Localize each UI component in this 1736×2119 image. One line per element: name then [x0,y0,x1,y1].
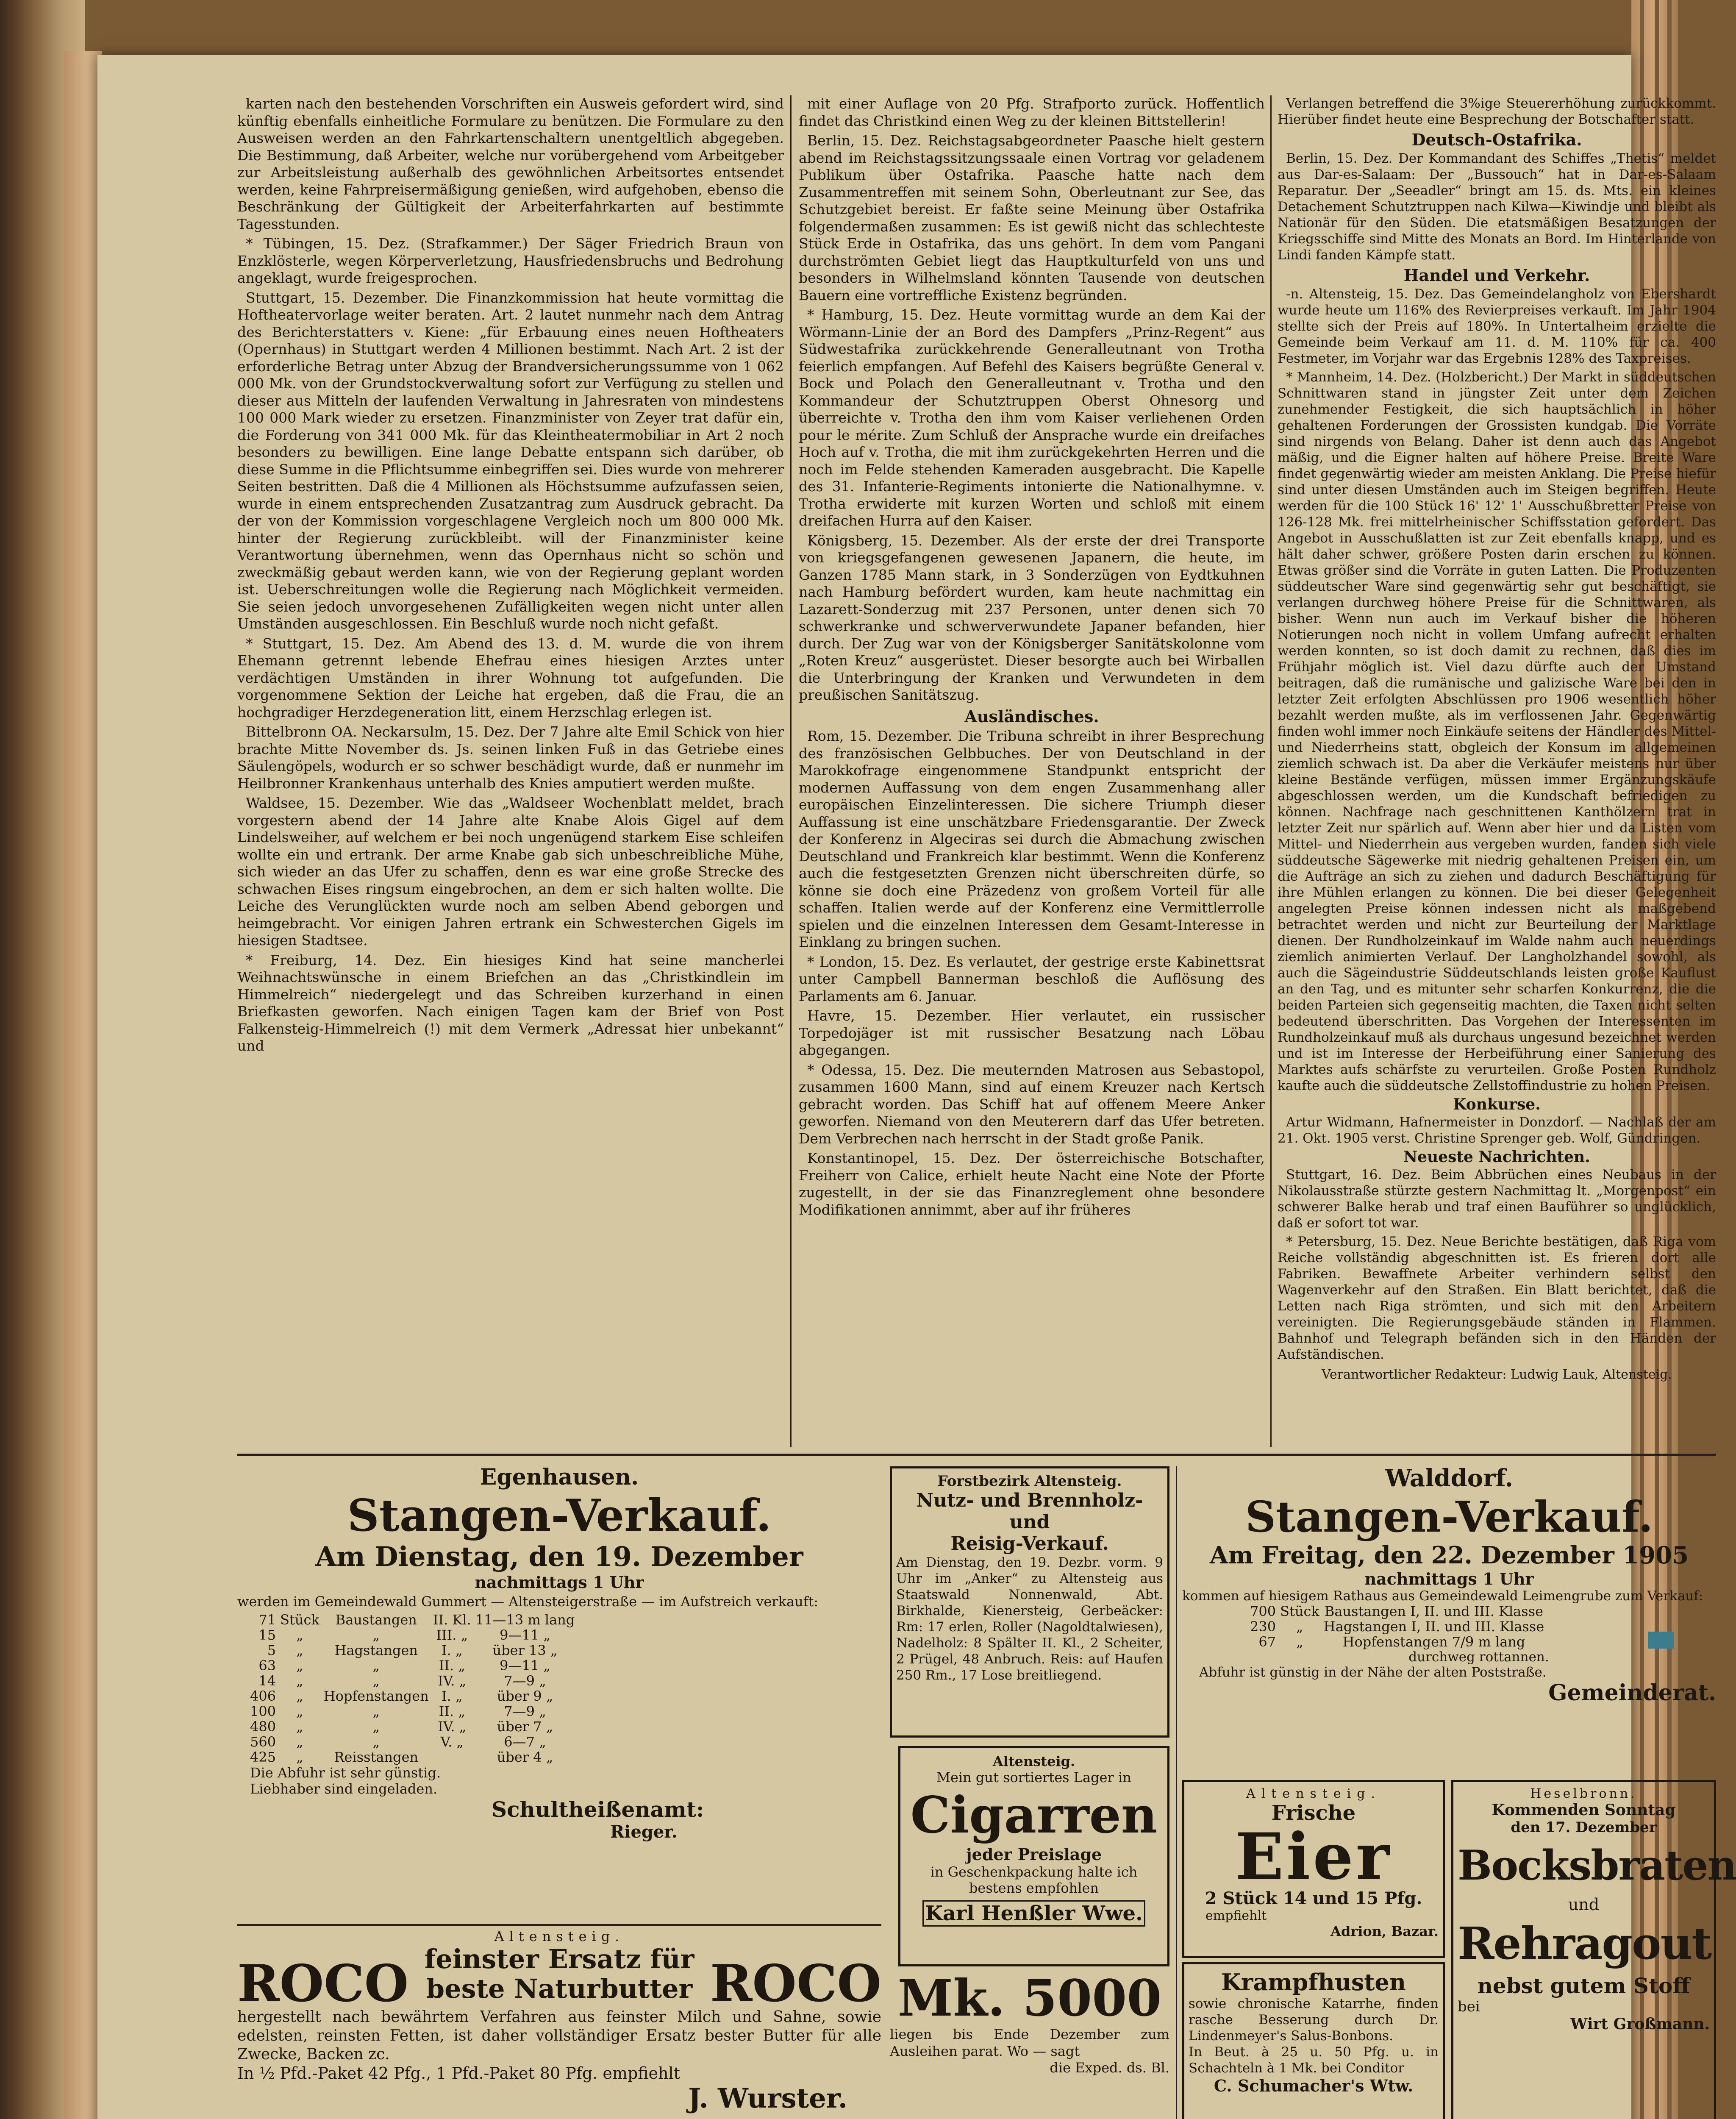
table-cell: „ [372,1657,380,1674]
walddorf-table [1250,1604,1548,1649]
walddorf-place: Walddorf. [1385,1464,1514,1492]
news-article: Havre, 15. Dezember. Hier verlautet, ein russischer Torpedojäger ist mit russischer Besatzung nach Löbau abgegangen. [799,1007,1265,1058]
table-cell: über 7 „ [497,1719,553,1735]
table-cell: „ [372,1703,380,1719]
table-row [1250,1634,1548,1649]
bocksbraten-line-1: Kommenden Sonntag [1492,1801,1676,1819]
news-article: Stuttgart, 15. Dezember. Die Finanzkommission hat heute vormittag die Hoftheatervorlage weiter beraten. Art. 2 lautet nunmehr nach dem Antrag des Berichterstatters v. Kiene: „für Erbauung eines neuen Hoftheaters (Opernhaus) in Stuttgart werden 4 Millionen bestimmt. Nach Art. 2 ist der erforderliche Betrag unter Abzug der Brandversicherungssumme von 1 062 000 Mk. von der Grundstockverwaltung sofort zur Verfügung zu stellen und dieser aus Mitteln der laufenden Verwaltung in Jahresraten von mindestens 100 000 Mark wieder zu ersetzen. Finanzminister von Zeyer trat dafür ein, die Forderung von 341 000 Mk. für das Kleintheatermobiliar in Art 2 noch besonders zu bewilligen. Eine lange Debatte entspann sich darüber, ob diese Summe in die Pflichtsumme einbegriffen sei. Dies wurde von mehrerer Seiten bestritten. Daß die 4 Millionen als Höchstsumme aufzufassen seien, wurde in einem entsprechenden Zusatzantrag zum Ausdruck gebracht. Da der von der Kommission vorgeschlagene Vergleich noch um 800 000 Mk. hinter der Regierung zurückbleibt. will der Finanzminister keine Verantwortung übernehmen, wenn das Opernhaus nicht so schön und zweckmäßig gebaut werden kann, wie von der Regierung geplant worden ist. Ueberschreitungen wolle die Regierung nach Möglichkeit vermeiden. Sie seien jedoch unvorgesehenen Zufälligkeiten wegen nicht unter allen Umständen ausgeschlossen. Ein Beschluß wurde noch nicht gefaßt. [237,289,784,632]
table-cell: „ [296,1688,303,1704]
table-cell: II. Kl. [433,1612,471,1628]
table-cell: 63 [258,1657,276,1674]
walddorf-ad [1182,1464,1716,1706]
editor-credit: Verantwortlicher Redakteur: Ludwig Lauk, Altensteig. [1322,1367,1672,1382]
table-cell: I. „ [442,1688,463,1704]
news-article: Konstantinopel, 15. Dez. Der österreichische Botschafter, Freiherr von Calice, erhielt heute Nacht eine Note der Pforte zugestellt, in der sie das Finanzreglement ohne besondere Modifikationen annimmt, aber auf ihr früheres [799,1150,1265,1218]
table-cell: „ [372,1673,380,1689]
section-subheading: Neueste Nachrichten. [1403,1148,1590,1166]
ads-divider [237,1454,1716,1456]
forst-ad [890,1466,1169,1738]
walddorf-title: Stangen-Verkauf. [1245,1492,1653,1542]
forst-title-2: Reisig-Verkauf. [950,1533,1109,1554]
news-article: Waldsee, 15. Dezember. Wie das „Waldseer Wochenblatt meldet, brach vorgestern abend der 14 Jahre alte Knabe Alois Gigel auf dem Lindelsweiher, auf welchem er bei noch ungenügend starkem Eise schleifen wollte ein und ertrank. Der arme Knabe gab sich unbeschreibliche Mühe, sich wieder an das Ufer zu schaffen, denn es war eine große Strecke des schwachen Eises ringsum eingebrochen, an dem er sich halten wollte. Die Leiche des Verunglückten wurde noch am selben Abend geborgen und heimgebracht. Vor einigen Jahren ertrank ein Schwesterchen Gigels im hiesigen Stadtsee. [237,795,784,948]
table-cell: IV. „ [438,1673,467,1689]
forst-body: Am Dienstag, den 19. Dezbr. vorm. 9 Uhr im „Anker“ zu Altensteig aus Staatswald Nonnenwald, Abt. Birkhalde, Kienersteig, Gerbeäcker: Rm: 17 erlen, Roller (Nagoldtalwiesen), Nadelholz: 8 Spälter II. Kl., 2 Scheiter, 2 Prügel, 48 Anbruch. Reis: auf Haufen 250 Rm., 17 Lose breitliegend. [896,1555,1163,1683]
mk5000-contact: die Exped. ds. Bl. [1050,2060,1169,2076]
page-stack-left [64,51,102,2119]
egenhausen-footer1: Die Abfuhr ist sehr günstig. [250,1765,441,1781]
table-cell: über 13 „ [492,1642,558,1658]
table-cell: 425 [250,1749,276,1765]
table-cell: „ [372,1734,380,1750]
table-cell: Hopfenstangen [323,1688,429,1704]
walddorf-footer: Abfuhr ist günstig in der Nähe der alten Poststraße. [1199,1665,1547,1680]
cigarren-line-3: in Geschenkpackung halte ich bestens empfohlen [930,1864,1138,1896]
table-cell: IV. „ [438,1719,467,1735]
cigarren-place: Altensteig. [992,1753,1075,1769]
mk5000-amount: Mk. 5000 [897,1969,1162,2027]
table-cell: „ [372,1719,380,1735]
bocksbraten-bei: bei [1458,1998,1480,2015]
table-row [250,1749,579,1765]
section-heading: Ausländisches. [964,706,1099,726]
husten-title: Krampfhusten [1221,1969,1406,1996]
table-cell: I. „ [442,1642,463,1658]
newspaper-page [97,55,1736,2119]
column-divider [790,95,792,1447]
table-cell: 11—13 m lang [475,1612,575,1628]
table-cell: Reisstangen [334,1749,419,1765]
husten-seller: C. Schumacher's Wtw. [1214,2076,1414,2095]
table-row [250,1688,579,1704]
egenhausen-title: Stangen-Verkauf. [347,1489,772,1541]
roco-body: hergestellt nach bewährtem Verfahren aus feinster Milch und Sahne, sowie edelsten, reinsten Fetten, ist daher vollständiger Ersatz bester Butter für alle Zwecke, Backen zc. [237,2008,881,2063]
section-heading: Deutsch-Ostafrika. [1411,130,1582,149]
table-cell [433,1749,475,1765]
ad-column-divider [1176,1466,1177,2119]
table-row [250,1643,579,1658]
cigarren-line-1: Mein gut sortiertes Lager in [936,1769,1131,1785]
table-cell: 67 [1258,1634,1276,1650]
egenhausen-intro: werden im Gemeindewald Gummert — Altensteigerstraße — im Aufstreich verkauft: [237,1593,819,1610]
table-cell: 71 [258,1612,276,1628]
walddorf-time: nachmittags 1 Uhr [1364,1569,1534,1588]
eier-verb: empfiehlt [1205,1908,1267,1923]
eier-adjective: Frische [1271,1801,1356,1825]
cigarren-seller: Karl Henßler Wwe. [922,1900,1145,1927]
table-cell: „ [296,1703,303,1719]
mk5000-ad [890,1971,1169,2076]
roco-seller: J. Wurster. [688,2083,847,2114]
news-article: Artur Widmann, Hafnermeister in Donzdorf. — Nachlaß der am 21. Okt. 1905 verst. Christine Sprenger geb. Wolf, Gündringen. [1278,1115,1716,1146]
news-article: Rom, 15. Dezember. Die Tribuna schreibt in ihrer Besprechung des französischen Gelbbuches. Der von Deutschland in der Marokkofrage eingenommene Standpunkt entspricht der modernen Auffassung von dem engen Zusammenhang aller europäischen Einzelinteressen. Die sichere Triumph dieser Auffassung ist eine unschätzbare Friedensgarantie. Der Zweck der Konferenz in Algeciras sei durch die Abmachung zwischen Deutschland und Frankreich klar bestimmt. Wenn die Konferenz auch die festgesetzten Grenzen nicht überschreiten dürfe, so könne sie doch eine Präzedenz von großem Vorteil für alle schaffen. Italien werde auf der Konferenz eine Vermittlerrolle spielen und die einzelnen Interessen dem Gesamt-Interesse in Einklang zu bringen suchen. [799,728,1265,950]
table-cell: über 9 „ [497,1688,553,1704]
walddorf-intro: kommen auf hiesigem Rathaus aus Gemeindewald Leimengrube zum Verkauf: [1182,1588,1703,1604]
egenhausen-place: Egenhausen. [480,1464,639,1490]
table-cell: II. „ [439,1657,465,1674]
cigarren-line-2: jeder Preislage [966,1845,1102,1864]
news-article: -n. Altensteig, 15. Dez. Das Gemeindelangholz von Ebershardt wurde heute um 116% des Revierpreises verkauft. Im Jahr 1904 stellte sich der Preis auf 180%. In Untertalheim erzielte die Gemeinde beim Verkauf am 11. d. M. 110% für ca. 400 Festmeter, im Vorjahr war das Ergebnis 128% des Taxpreises. [1278,286,1716,366]
table-cell: 700 [1250,1603,1276,1619]
news-article: Stuttgart, 16. Dez. Beim Abbrüchen eines Neubaus in der Nikolausstraße stürzte gestern Nachmittag lt. „Morgenpost“ ein schwerer Balke herab und traf einen Bauführer so unglücklich, daß er sofort tot war. [1278,1167,1716,1231]
column-1 [237,95,784,1447]
cigarren-product: Cigarren [910,1785,1158,1844]
section-subheading: Konkurse. [1453,1096,1541,1113]
table-cell: 14 [258,1673,276,1689]
bocksbraten-line-2: nebst gutem Stoff [1477,1973,1690,1998]
walddorf-date: Am Freitag, den 22. Dezember 1905 [1209,1541,1689,1569]
table-cell: Baustangen [335,1612,417,1628]
eier-place: Altensteig. [1246,1786,1381,1801]
table-cell: 6—7 „ [504,1734,546,1750]
table-cell: 560 [250,1734,276,1750]
table-row [1250,1604,1548,1619]
table-cell: „ [296,1734,303,1750]
news-article: * Mannheim, 14. Dez. (Holzbericht.) Der Markt in süddeutschen Schnittwaren stand in jüngster Zeit unter dem Zeichen zunehmender Festigkeit, die sich hauptsächlich in höher gehaltenen Forderungen der Grossisten kundgab. Die Vorräte sind nirgends von Belang. Daher ist denn auch das Angebot mäßig, und die Eigner halten auf höhere Preise. Breite Ware findet gegenwärtig wieder am meisten Anklang. Die Preise hiefür sind unter diesen Umständen auch im Steigen begriffen. Heute werden für die 100 Stück 16' 12' 1' Ausschußbretter Preise von 126-128 Mk. frei mittelrheinischer Schiffsstation gefordert. Das Angebot in Ausschußlatten ist zur Zeit ebenfalls knapp, und es hält daher schwer, größere Posten darin erschen zu können. Etwas größer sind die Vorräte in guten Latten. Die Produzenten süddeutscher Ware sind gegenwärtig sehr gut beschäftigt, sie verlangen durchweg höhere Preise für die Schnittwaren, als bisher. Wenn nun auch im Verkauf bisher die höheren Notierungen noch nicht in vollem Umfang aufrecht erhalten werden konnten, so ist doch damit zu rechnen, daß dies im Frühjahr möglich ist. Viel dazu dürfte auch der Umstand beitragen, daß die rumänische und galizische Ware bei den in letzter Zeit erfolgten Abschlüssen pro 1906 wesentlich höher bezahlt werden mußte, als im verflossenen Jahr. Gegenwärtig finden wohl immer noch Einkäufe seitens der Händler des Mittel- und Niederrheins statt, obgleich der Konsum im allgemeinen ziemlich schwach ist. Da aber die Verkäufer meistens nur über kleine Bestände verfügen, müssen immer Ergänzungskäufe abgeschlossen werden, um die Kundschaft befriedigen zu können. Nachfrage nach geschnittenen Kanthölzern trat in letzter Zeit nur spärlich auf. Wenn aber hier und da Listen vom Mittel- und Niederrhein aus vergeben wurden, fanden sich viele süddeutsche Sägewerke mit niedrig gehaltenen Preisen ein, um die Aufträge an sich zu ziehen und dadurch Beschäftigung für ihre Mühlen erlangen zu können. Die bei dieser Gelegenheit angelegten Preise können indessen nicht als maßgebend betrachtet werden und nicht zur Beurteilung der Marktlage dienen. Der Rundholzeinkauf im Walde nahm auch neuerdings ziemlich animierten Verlauf. Der Langholzhandel sowohl, als auch die Sägeindustrie Süddeutschlands leisten große Kauflust an den Tag, und es mitunter sehr scharfen Konkurrenz, die die beiden Parteien sich gegenseitig machten, die Taxen nicht selten bedeutend überschritten. Das Vorgehen der Interessenten im Rundholzeinkauf muß als durchaus ungesund bezeichnet werden und ist im Interesse der Herbeiführung einer Sanierung des Marktes aufs schärfste zu verurteilen. Große Posten Rundholz kaufte auch die süddeutsche Zellstoffindustrie zu hohen Preisen. [1278,370,1716,1093]
table-cell: III. „ [436,1627,468,1643]
egenhausen-signer: Rieger. [610,1822,678,1842]
table-row [1250,1619,1548,1634]
egenhausen-signature: Schultheißenamt: [492,1797,704,1822]
news-article: Bittelbronn OA. Neckarsulm, 15. Dez. Der 7 Jahre alte Emil Schick von hier brachte Mitte November ds. Js. seinen linken Fuß in das Getriebe eines Säulengöpels, wodurch er so schwer beschädigt wurde, daß er nunmehr im Heilbronner Krankenhaus unterhalb des Knies amputiert werden mußte. [237,723,784,792]
news-article: Verlangen betreffend die 3%ige Steuererhöhung zurückkommt. Hierüber findet heute eine Besprechung der Botschafter statt. [1278,96,1716,127]
egenhausen-ad [237,1464,881,1842]
table-cell: „ [296,1673,303,1689]
bocksbraten-date: den 17. Dezember [1511,1819,1657,1836]
walddorf-signature: Gemeinderat. [1548,1680,1716,1706]
table-cell: 480 [250,1719,276,1735]
eier-price: 2 Stück 14 und 15 Pfg. [1205,1888,1422,1908]
mk5000-body: liegen bis Ende Dezember zum Ausleihen parat. Wo — sagt [890,2026,1169,2059]
news-article: karten nach den bestehenden Vorschriften ein Ausweis gefordert wird, sind künftig ebenfalls einheitliche Formulare zu benützen. Die Formulare zu den Ausweisen werden an den Fahrkartenschaltern unentgeltlich abgegeben. Die Bestimmung, daß Arbeiter, welche nur vorübergehend vom Arbeitgeber zur Arbeitsleistung außerhalb des gewöhnlichen Arbeitsortes entsendet werden, keine Fahrpreisermäßigung genießen, wird aufgehoben, ebenso die Beschränkung der Gültigkeit der Arbeiterfahrkarten auf bestimmte Tagesstunden. [237,95,784,232]
table-cell: „ [1296,1634,1303,1650]
egenhausen-time: nachmittags 1 Uhr [475,1573,644,1592]
eier-ad [1182,1780,1445,1958]
table-cell: 100 [250,1703,276,1719]
table-cell: Hagstangen [334,1642,418,1658]
table-cell: „ [296,1642,303,1658]
table-cell: II. „ [439,1703,465,1719]
forst-title-1: Nutz- und Brennholz- und [916,1490,1143,1533]
news-article: * Petersburg, 15. Dez. Neue Berichte bestätigen, daß Riga vom Reiche vollständig abgeschnitten ist. Es frieren dort alle Fabriken. Bewaffnete Arbeiter verhindern selbst den Wagenverkehr auf den Straßen. Ein Blatt berichtet, daß die Letten nach Riga strömten, und sich mit den Arbeitern vereinigten. Die Regierungsgebäude ständen in Flammen. Bahnhof und Telegraph befänden sich in den Händen der Aufständischen. [1278,1234,1716,1362]
walddorf-note: durchweg rottannen. [1408,1649,1549,1665]
table-cell: V. „ [440,1734,464,1750]
table-cell: über 4 „ [497,1749,553,1765]
table-row [250,1719,579,1734]
table-cell: 15 [258,1627,276,1643]
table-cell: 7—9 „ [504,1673,546,1689]
eier-product: Eier [1235,1819,1392,1894]
table-row [250,1658,579,1673]
table-cell: 5 [267,1642,276,1658]
table-cell: „ [1296,1618,1303,1635]
bocksbraten-and: und [1568,1895,1600,1914]
ad-divider [237,1924,881,1926]
roco-headline-2: beste Naturbutter [426,1973,693,2004]
news-article: * Tübingen, 15. Dez. (Strafkammer.) Der Säger Friedrich Braun von Enzklösterle, wegen Körperverletzung, Hausfriedensbruchs und Bedrohung angeklagt, wurde freigesprochen. [237,235,784,286]
table-cell: Baustangen I, II. und III. Klasse [1324,1603,1544,1619]
section-heading: Handel und Verkehr. [1403,266,1590,285]
table-cell: „ [296,1719,303,1735]
table-cell: „ [372,1627,380,1643]
table-cell: Hagstangen I, II. und III. Klasse [1323,1618,1544,1635]
table-cell: „ [296,1627,303,1643]
bocksbraten-place: Heselbronn. [1530,1786,1637,1801]
news-article: * Freiburg, 14. Dez. Ein hiesiges Kind hat seine mancherlei Weihnachtswünsche in einem Briefchen an das „Christkindlein im Himmelreich“ niedergelegt und das Schreiben kurzerhand in einen Briefkasten geworfen. Nach einigen Tagen kam der Brief von Post Falkensteig-Himmelreich (!) mit dem Vermerk „Adressat hier unbekannt“ und [237,951,784,1054]
column-divider [1270,95,1272,1447]
bocksbraten-seller: Wirt Großmann. [1570,2015,1710,2033]
table-cell: Stück [1280,1603,1319,1619]
husten-price: In Beut. à 25 u. 50 Pfg. u. in Schachteln à 1 Mk. bei Conditor [1189,2044,1439,2076]
table-row [250,1612,579,1627]
bocksbraten-ad [1451,1780,1736,2119]
table-row [250,1704,579,1719]
egenhausen-date: Am Dienstag, den 19. Dezember [315,1541,803,1573]
column-2 [799,95,1265,1447]
roco-place: Altensteig. [494,1928,625,1944]
husten-body: sowie chronische Katarrhe, finden rasche Besserung durch Dr. Lindenmeyer's Salus-Bonbons. [1189,1996,1439,2044]
table-cell: 9—11 „ [500,1627,550,1643]
cigarren-ad [898,1746,1169,1966]
news-article: Berlin, 15. Dez. Reichstagsabgeordneter Paasche hielt gestern abend im Reichstagssitzungssaale einen Vortrag vor geladenem Publikum über Ostafrika. Paasche hatte nach dem Zusammentreffen mit seinem Sohn, Oberleutnant zur See, das Schutzgebiet bereist. Er faßte seine Meinung über Ostafrika folgendermaßen zusammen: Es ist gewiß nicht das schlechteste Stück Erde in Ostafrika, das uns gehört. In dem vom Pangani durchströmten Gebiet liegt das Hauptkulturfeld von uns und besonders in Wilhelmsland könnten Tausende von deutschen Bauern eine vortreffliche Existenz begründen. [799,132,1265,303]
roco-brand-left: ROCO [237,1954,409,2013]
table-cell: 406 [250,1688,276,1704]
table-cell: Hopfenstangen 7/9 m lang [1342,1634,1525,1650]
table-row [250,1734,579,1749]
table-cell: „ [296,1657,303,1674]
news-article: * Odessa, 15. Dez. Die meuternden Matrosen aus Sebastopol, zusammen 1600 Mann, sind auf einem Kreuzer nach Kertsch gebracht worden. Das Schiff hat auf offenem Meere Anker geworfen. Niemand von den Meuterern darf das Ufer betreten. Dem Verbrechen nach herrscht in der Stadt große Panik. [799,1061,1265,1147]
news-article: * Hamburg, 15. Dez. Heute vormittag wurde an dem Kai der Wörmann-Linie der an Bord des Dampfers „Prinz-Regent“ aus Südwestafrika zurückkehrende Generalleutnant von Trotha feierlich empfangen. Auf Befehl des Kaisers begrüßte General v. Bock und Polach den Generalleutnant v. Trotha und den Kommandeur der Schutztruppen Oberst Ohnesorg und überreichte v. Trotha den ihm vom Kaiser verliehenen Orden pour le mérite. Zum Schluß der Ansprache wurde ein dreifaches Hoch auf v. Trotha, die mit ihm zurückgekehrten Herren und die noch im Felde stehenden Kameraden ausgebracht. Die Kapelle des 31. Infanterie-Regiments intonierte die Nationalhymne. v. Trotha erwiderte mit kurzen Worten und schloß mit einem dreifachen Hurra auf den Kaiser. [799,306,1265,529]
forst-district: Forstbezirk Altensteig. [937,1473,1122,1490]
table-row [250,1673,579,1688]
table-cell: 7—9 „ [504,1703,546,1719]
roco-headline-1: feinster Ersatz für [424,1944,694,1974]
table-cell: „ [296,1749,303,1765]
egenhausen-footer2: Liebhaber sind eingeladen. [250,1781,438,1797]
column-3 [1278,95,1716,1447]
roco-price: In ½ Pfd.-Paket 42 Pfg., 1 Pfd.-Paket 80 Pfg. empfiehlt [237,2064,680,2083]
table-cell: 230 [1250,1618,1276,1635]
table-row [250,1627,579,1643]
bocksbraten-product-2: Rehragout [1458,1917,1711,1969]
news-article: mit einer Auflage von 20 Pfg. Strafporto zurück. Hoffentlich findet das Christkind einen Weg zu der kleinen Bittstellerin! [799,95,1265,129]
husten-ad [1182,1962,1445,2119]
table-cell: Stück [280,1612,319,1628]
news-article: Königsberg, 15. Dezember. Als der erste der drei Transporte von kriegsgefangenen gewesenen Japanern, die heute, im Ganzen 1785 Mann stark, in 3 Sonderzügen von Eydtkuhnen nach Hamburg befördert wurden, kam heute nachmittag ein Lazarett-Sonderzug mit 237 Personen, unter denen sich 70 schwerkranke und schwerverwundete Japaner befanden, hier durch. Der Zug war von der Königsberger Sanitätskolonne vom „Roten Kreuz“ ausgerüstet. Dieser besorgte auch bei Wirballen die Unterbringung der Kranken und Verwundeten in dem preußischen Sanitätszug. [799,532,1265,703]
table-cell: 9—11 „ [500,1657,550,1674]
news-article: Berlin, 15. Dez. Der Kommandant des Schiffes „Thetis“ meldet aus Dar-es-Salaam: Der „Bussouch“ hat in Dar-es-Salaam Reparatur. Der „Seeadler“ bringt am 15. ds. Mts. ein kleines Detachement Schutztruppen nach Kilwa—Kiwindje und bleibt als Nationär für den Süden. Die etatsmäßigen Besatzungen der Kriegsschiffe sind Mitte des Monats an Bord. Im Hinterlande von Lindi fanden Kämpfe statt. [1278,151,1716,263]
bocksbraten-product-1: Bocksbraten [1458,1841,1736,1889]
egenhausen-table [250,1612,579,1765]
roco-ad [237,1928,881,2119]
news-article: * Stuttgart, 15. Dez. Am Abend des 13. d. M. wurde die von ihrem Ehemann getrennt lebende Ehefrau eines hiesigen Arztes unter verdächtigen Umständen in ihrer Wohnung tot aufgefunden. Die vorgenommene Sektion der Leiche hat ergeben, daß die Frau, die an hochgradiger Herzdegeneration litt, einem Herzschlag erlegen ist. [237,635,784,720]
roco-brand-right: ROCO [710,1954,881,2013]
eier-seller: Adrion, Bazar. [1330,1923,1439,1939]
news-article: * London, 15. Dez. Es verlautet, der gestrige erste Kabinettsrat unter Campbell Bannerman beschloß die Auflösung des Parlaments am 6. Januar. [799,953,1265,1004]
